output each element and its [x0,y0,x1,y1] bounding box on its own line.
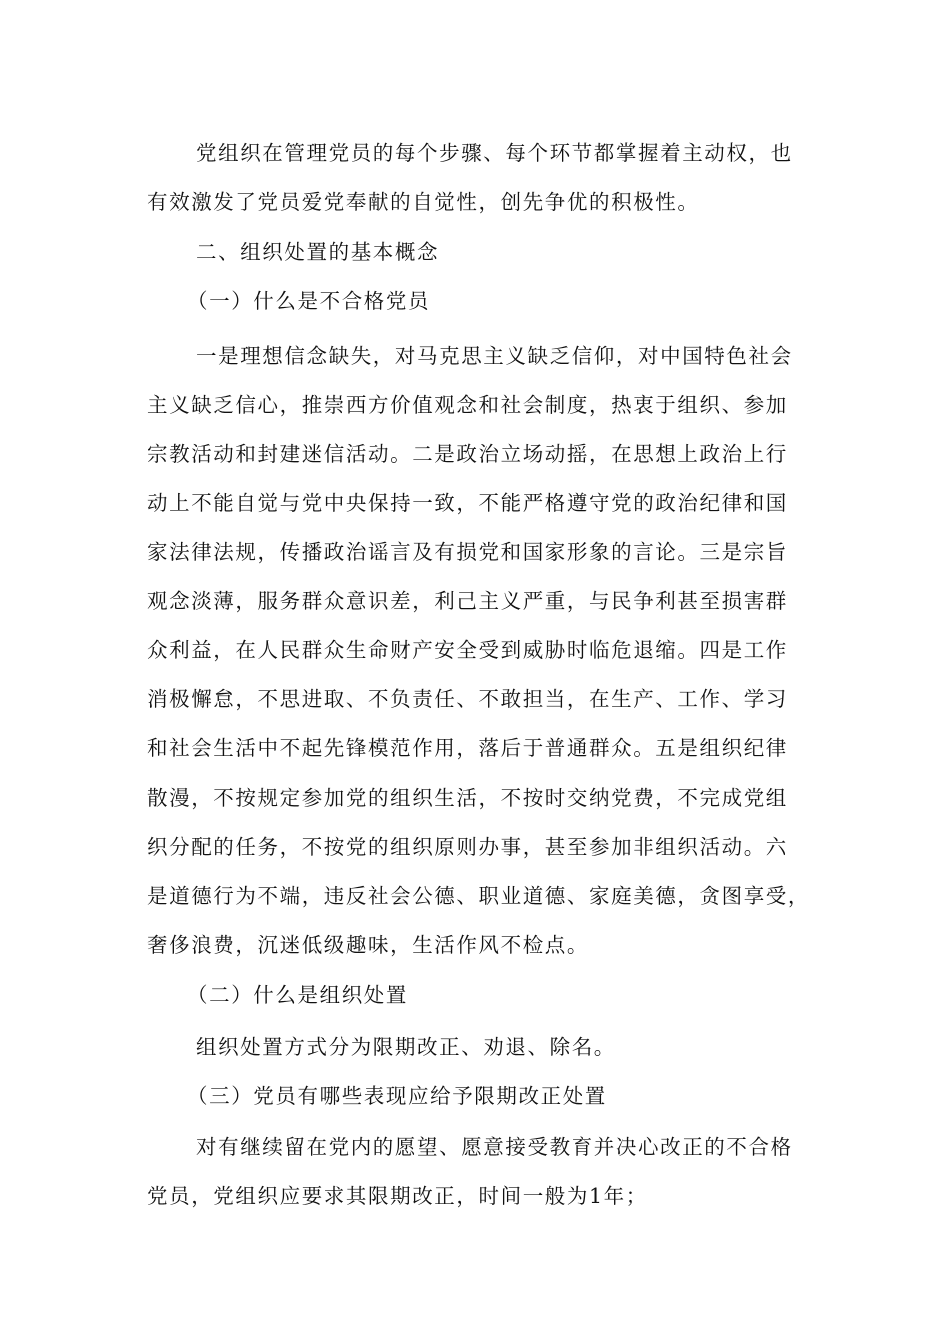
text-line: 动上不能自觉与党中央保持一致，不能严格遵守党的政治纪律和国 [147,491,788,515]
text-line: 一是理想信念缺失，对马克思主义缺乏信仰，对中国特色社会 [196,344,793,368]
text-line: 是道德行为不端，违反社会公德、职业道德、家庭美德，贪图享受， [147,884,810,908]
text-line: 宗教活动和封建迷信活动。二是政治立场动摇，在思想上政治上行 [147,442,788,466]
subsection-heading: （一）什么是不合格党员 [187,289,431,313]
subsection-heading: （二）什么是组织处置 [187,983,408,1007]
text-line: 家法律法规，传播政治谣言及有损党和国家形象的言论。三是宗旨 [147,540,788,564]
subsection-heading: （三）党员有哪些表现应给予限期改正处置 [187,1084,607,1108]
text-line: 党组织在管理党员的每个步骤、每个环节都掌握着主动权，也 [196,141,793,165]
text-line: 散漫，不按规定参加党的组织生活，不按时交纳党费，不完成党组 [147,786,788,810]
text-line: 消极懈怠，不思进取、不负责任、不敢担当，在生产、工作、学习 [147,687,788,711]
text-line: 观念淡薄，服务群众意识差，利己主义严重，与民争利甚至损害群 [147,589,788,613]
section-heading: 二、组织处置的基本概念 [196,240,440,264]
text-line: 织分配的任务，不按党的组织原则办事，甚至参加非组织活动。六 [147,835,788,859]
text-line: 众利益，在人民群众生命财产安全受到威胁时临危退缩。四是工作 [147,638,788,662]
text-line: 组织处置方式分为限期改正、劝退、除名。 [196,1035,616,1059]
text-line: 对有继续留在党内的愿望、愿意接受教育并决心改正的不合格 [196,1135,793,1159]
text-line: 主义缺乏信心，推崇西方价值观念和社会制度，热衷于组织、参加 [147,393,788,417]
text-line: 有效激发了党员爱党奉献的自觉性，创先争优的积极性。 [147,190,700,214]
text-line: 和社会生活中不起先锋模范作用，落后于普通群众。五是组织纪律 [147,736,788,760]
text-line: 党员，党组织应要求其限期改正，时间一般为1年； [147,1184,648,1208]
text-line: 奢侈浪费，沉迷低级趣味，生活作风不检点。 [147,933,589,957]
